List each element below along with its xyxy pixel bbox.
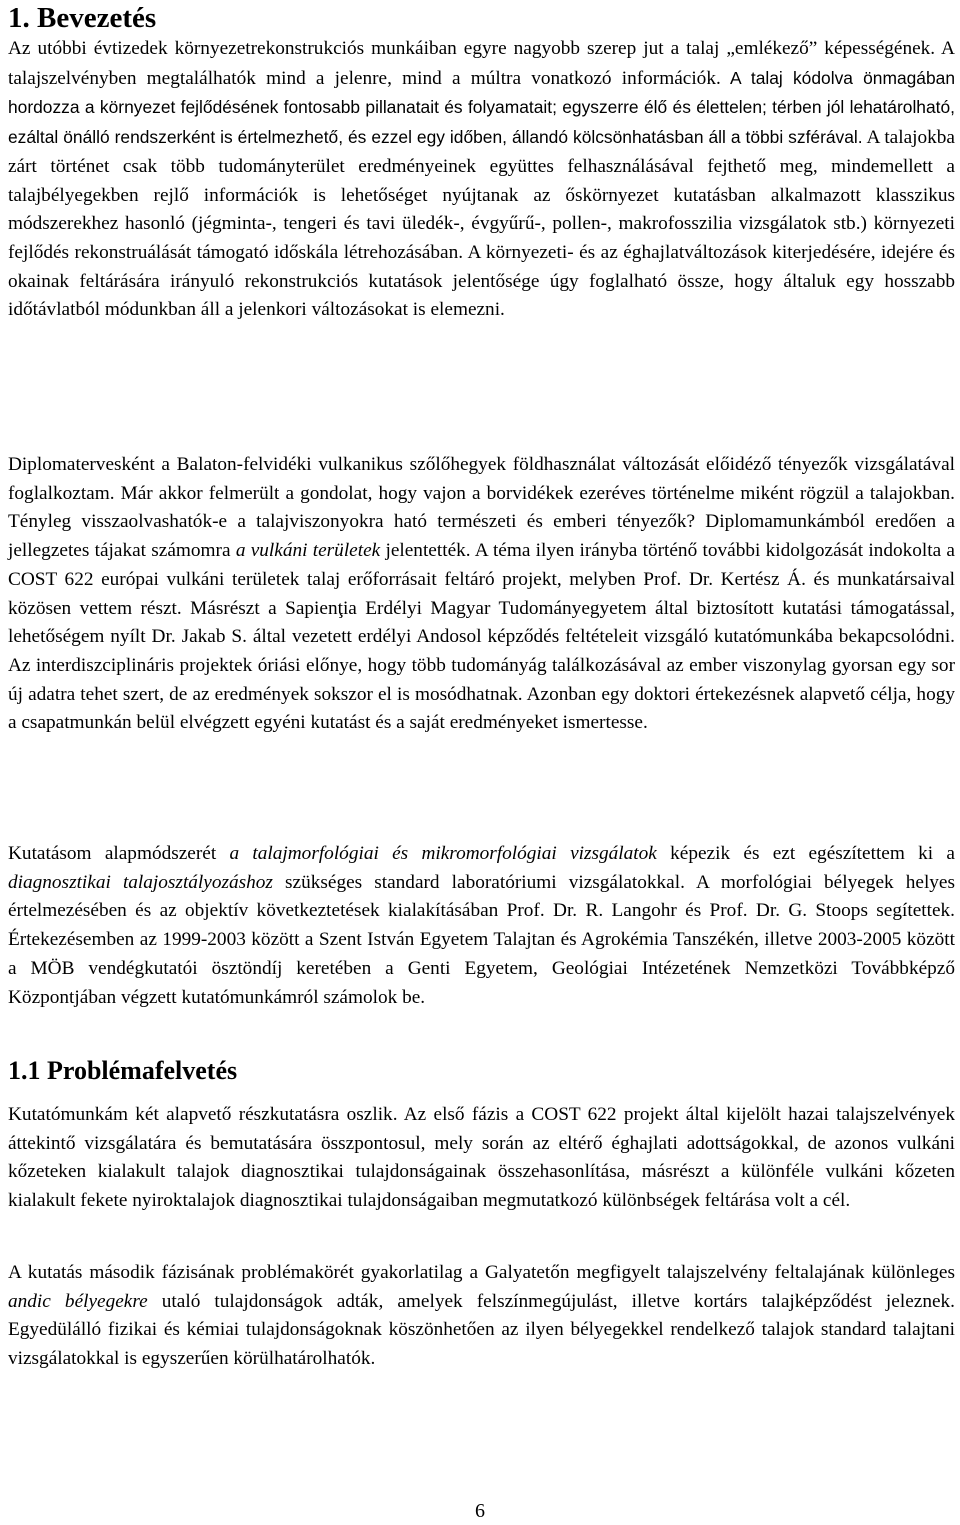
paragraph-intro-sentence-3: A talajokba zárt történet csak több tudományterület eredményeinek együttes felhasználásával fejthető meg, mindemellett a talajbélyegekben rejlő információk is lehetőséget nyújtanak az őskörnyezet kutatásban alkalmazott klasszikus módszerekhez hasonló (jégminta-, tengeri és tavi üledék-, évgyűrű-, pollen-, makrofosszilia vizsgálatok stb.) környezeti fejlődés rekonstruálását támogató időskála létrehozásában. A környezeti- és az éghajlatváltozások kiterjedésére, idejére és okainak feltárására irányuló rekonstrukciós kutatások jelentősége úgy foglalható össze, hogy általuk egy hosszabb időtávlatból módunkban áll a jelenkori változásokat is elemezni. [8, 127, 955, 321]
paragraph-problem-2 [8, 1259, 955, 1374]
paragraph-problem-2-text-1: A kutatás második fázisának problémakörét gyakorlatilag a Galyatetőn megfigyelt talajszelvény feltalajának különleges [8, 1262, 955, 1283]
paragraph-methods [8, 840, 955, 1012]
paragraph-background [8, 451, 955, 738]
paragraph-background-emphasis: a vulkáni területek [235, 540, 381, 562]
paragraph-intro [8, 35, 955, 325]
paragraph-background-text-1: Diplomatervesként a Balaton-felvidéki vulkanikus szőlőhegyek földhasználat változását előidéző tényezők vizsgálatával foglalkoztam. Már akkor felmerült a gondolat, hogy vajon a borvidékek ezeréves történelme miként rögzül a talajokban. Tényleg visszaolvashatók-e a talajviszonyokra ható természeti és emberi tényezők? Diplomamunkámból eredően a jellegzetes tájakat számomra [8, 454, 955, 562]
paragraph-problem-2-emphasis: andic bélyegekre [8, 1290, 148, 1312]
paragraph-methods-emphasis-2: diagnosztikai talajosztályozáshoz [8, 871, 273, 893]
paragraph-intro-sentence-1: Az utóbbi évtizedek környezetrekonstrukciós munkáiban egyre nagyobb szerep jut a talaj „emlékező” képességének. A talajszelvényben megtalálhatók mind a jelenre, mind a múltra vonatkozó információk. [8, 38, 955, 89]
paragraph-methods-emphasis-1: a talajmorfológiai és mikromorfológiai vizsgálatok [229, 843, 657, 864]
paragraph-methods-text-1: Kutatásom alapmódszerét [8, 843, 230, 864]
page-number: 6 [475, 1500, 485, 1522]
paragraph-methods-text-2: képezik és ezt egészítettem ki a [656, 843, 955, 864]
paragraph-problem-2-text-2: utaló tulajdonságok adták, amelyek felszínmegújulást, illetve kortárs talajképződést jeleznek. Egyedülálló fizikai és kémiai tulajdonságoknak köszönhetően az ilyen bélyegekkel rendelkező talajok standard talajtani vizsgálatokkal is egyszerűen körülhatárolhatók. [8, 1290, 955, 1370]
section-heading: 1.1 Problémafelvetés [8, 1056, 238, 1085]
paragraph-problem-1: Kutatómunkám két alapvető részkutatásra oszlik. Az első fázis a COST 622 projekt által kijelölt hazai talajszelvények áttekintő vizsgálatára és bemutatására összpontosul, mely során az eltérő éghajlati adottságokkal, de azonos vulkáni kőzeteken kialakult talajok diagnosztikai tulajdonságainak összehasonlítása, másrészt a különféle vulkáni kőzeten kialakult fekete nyiroktalajok diagnosztikai tulajdonságaiban megmutatkozó különbségek feltárása volt a cél. [8, 1104, 955, 1212]
chapter-heading: 1. Bevezetés [8, 2, 157, 34]
paragraph-methods-text-3: szükséges standard laboratóriumi vizsgálatokkal. A morfológiai bélyegek helyes értelmezésében és az objektív következtetések kialakításában Prof. Dr. R. Langohr és Prof. Dr. G. Stoops segítettek. Értekezésemben az 1999-2003 között a Szent István Egyetem Talajtan és Agrokémia Tanszékén, illetve 2003-2005 között a MÖB vendégkutatói ösztöndíj keretében a Genti Egyetem, Geológiai Intézetének Nemzetközi Továbbképző Központjában végzett kutatómunkámról számolok be. [8, 871, 955, 1008]
paragraph-background-text-2: jelentették. A téma ilyen irányba történő további kidolgozását indokolta a COST 622 európai vulkáni területek talaj erőforrásait feltáró projekt, melyben Prof. Dr. Kertész Á. és munkatársaival közösen vettem részt. Másrészt a Sapienţia Erdélyi Magyar Tudományegyetem által biztosított kutatási támogatással, lehetőségem nyílt Dr. Jakab S. által vezetett erdélyi Andosol képződés feltételeit vizsgáló kutatómunkába bekapcsolódni. Az interdiszciplináris projektek óriási előnye, hogy több tudományág találkozásával az ember viszonylag gyorsan egy sor új adatra tehet szert, de az eredmények sokszor el is mosódhatnak. Azonban egy doktori értekezésnek alapvető célja, hogy a csapatmunkán belül elvégzett egyéni kutatást és a saját eredményeket ismertesse. [8, 540, 955, 734]
paragraph-intro-sentence-2: A talaj kódolva önmagában hordozza a környezet fejlődésének fontosabb pillanatait és folyamatait; egyszerre élő és élettelen; térben jól lehatárolható, ezáltal önálló rendszerként is értelmezhető, és ezzel egy időben, állandó kölcsönhatásban áll a többi szférával. [8, 67, 955, 148]
